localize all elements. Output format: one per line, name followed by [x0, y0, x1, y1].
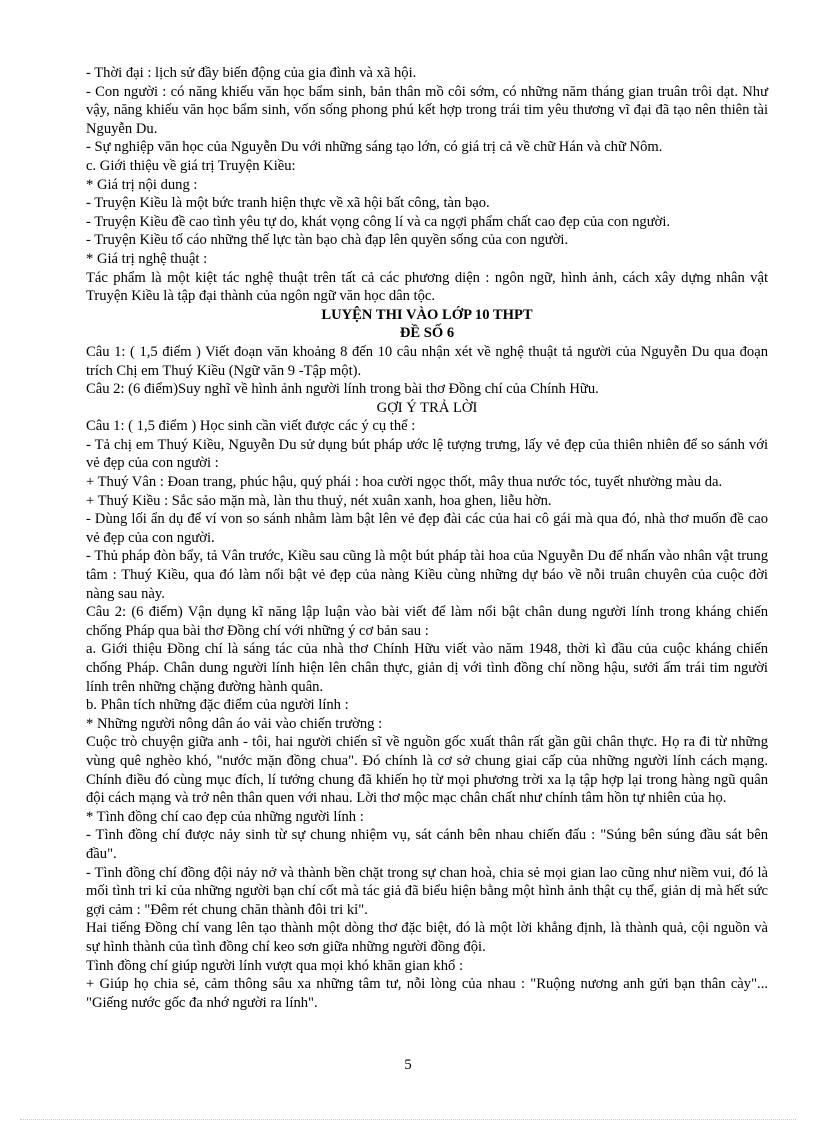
page-bottom-divider: [20, 1119, 796, 1120]
subheading: * Những người nông dân áo vải vào chiến trường :: [86, 715, 383, 732]
answer-2-heading: Câu 2: (6 điểm) Vận dụng kĩ năng lập luận vào bài viết để làm nổi bật chân dung người lính trong kháng chiến chống Pháp qua bài thơ Đồng chí với những ý cơ bản sau :: [86, 604, 768, 639]
text-line: - Thời đại : lịch sử đầy biến động của gia đình và xã hội.: [86, 65, 417, 81]
subheading: * Giá trị nghệ thuật :: [86, 250, 208, 267]
text-line: + Thuý Kiều : Sắc sảo mặn mà, làn thu thuỷ, nét xuân xanh, hoa ghen, liễu hờn.: [86, 492, 552, 509]
text-line: Tình đồng chí giúp người lính vượt qua mọi khó khăn gian khổ :: [86, 957, 464, 974]
text-line: - Truyện Kiều là một bức tranh hiện thực về xã hội bất công, tàn bạo.: [86, 195, 490, 212]
text-paragraph: - Dùng lối ẩn dụ để ví von so sánh nhằm làm bật lên vẻ đẹp đài các của hai cô gái mà qua đó, nhà thơ muốn đề cao vẻ đẹp của con người.: [86, 511, 768, 546]
text-paragraph: - Con người : có năng khiếu văn học bẩm sinh, bản thân mồ côi sớm, có những năm tháng gian truân trôi dạt. Như vậy, năng khiếu văn học bẩm sinh, vốn sống phong phú kết hợp trong trái tim yêu thương vĩ đại đã tạo nên thiên tài Nguyễn Du.: [86, 83, 768, 137]
answer-1-heading: Câu 1: ( 1,5 điểm ) Học sinh cần viết được các ý cụ thể :: [86, 418, 416, 435]
text-paragraph: Hai tiếng Đồng chí vang lên tạo thành một dòng thơ đặc biệt, đó là một lời khẳng định, là thành quả, cội nguồn và sự hình thành của tình đồng chí keo sơn giữa những người đồng đội.: [86, 920, 768, 955]
question-2: Câu 2: (6 điểm)Suy nghĩ về hình ảnh người lính trong bài thơ Đồng chí của Chính Hữu.: [86, 381, 599, 398]
answer-heading: GỢI Ý TRẢ LỜI: [376, 399, 478, 416]
subheading: * Tình đồng chí cao đẹp của những người lính :: [86, 808, 364, 825]
question-1: Câu 1: ( 1,5 điểm ) Viết đoạn văn khoảng 8 đến 10 câu nhận xét về nghệ thuật tả người của Nguyễn Du qua đoạn trích Chị em Thuý Kiều (Ngữ văn 9 -Tập một).: [86, 343, 768, 379]
exam-number: ĐỀ SỐ 6: [399, 325, 455, 342]
text-paragraph: Cuộc trò chuyện giữa anh - tôi, hai người chiến sĩ về nguồn gốc xuất thân rất gần gũi chân thực. Họ ra đi từ những vùng quê nghèo khó, "nước mặn đồng chua". Đó chính là cơ sở chung giai cấp của những người lính cách mạng. Chính điều đó cùng mục đích, lí tưởng chung đã khiến họ từ mọi phương trời xa lạ tập hợp lại trong hàng ngũ quân đội cách mạng và trở nên thân quen với nhau. Lời thơ mộc mạc chân chất như chính tâm hồn tự nhiên của họ.: [86, 734, 768, 807]
text-paragraph: + Thuý Vân : Đoan trang, phúc hậu, quý phái : hoa cười ngọc thốt, mây thua nước tóc, tuyết nhường màu da.: [86, 474, 723, 491]
section-heading: b. Phân tích những đặc điểm của người lính :: [86, 697, 349, 714]
document-body: [86, 64, 768, 1012]
subheading: * Giá trị nội dung :: [86, 176, 198, 193]
exam-title: LUYỆN THI VÀO LỚP 10 THPT: [321, 306, 533, 323]
page-number: 5: [404, 1057, 412, 1073]
text-paragraph: a. Giới thiệu Đồng chí là sáng tác của nhà thơ Chính Hữu viết vào năm 1948, thời kì đầu của cuộc kháng chiến chống Pháp. Chân dung người lính hiện lên chân thực, giản dị với tình đồng chí nồng hậu, sưởi ấm trái tim người lính trên những chặng đường hành quân.: [86, 641, 768, 695]
text-line: - Sự nghiệp văn học của Nguyễn Du với những sáng tạo lớn, có giá trị cả về chữ Hán và chữ Nôm.: [86, 139, 663, 156]
text-paragraph: Tác phẩm là một kiệt tác nghệ thuật trên tất cả các phương diện : ngôn ngữ, hình ảnh, cách xây dựng nhân vật Truyện Kiều là tập đại thành của ngôn ngữ văn học dân tộc.: [86, 269, 768, 305]
text-paragraph: - Thủ pháp đòn bẩy, tả Vân trước, Kiều sau cũng là một bút pháp tài hoa của Nguyễn Du để nhấn vào nhân vật trung tâm : Thuý Kiều, qua đó làm nổi bật vẻ đẹp của nàng Kiều cùng những dự báo về nỗi truân chuyên của cuộc đời nàng sau này.: [86, 548, 768, 602]
text-paragraph: - Tình đồng chí được nảy sinh từ sự chung nhiệm vụ, sát cánh bên nhau chiến đấu : "Súng bên súng đầu sát bên đầu".: [86, 827, 768, 862]
text-paragraph: - Tả chị em Thuý Kiều, Nguyễn Du sử dụng bút pháp ước lệ tượng trưng, lấy vẻ đẹp của thiên nhiên để so sánh với vẻ đẹp của con người :: [86, 436, 768, 472]
text-line: - Truyện Kiều đề cao tình yêu tự do, khát vọng công lí và ca ngợi phẩm chất cao đẹp của con người.: [86, 213, 671, 230]
text-paragraph: + Giúp họ chia sẻ, cảm thông sâu xa những tâm tư, nỗi lòng của nhau : "Ruộng nương anh gửi bạn thân cày"... "Giếng nước gốc đa nhớ người ra lính".: [86, 976, 768, 1011]
section-heading: c. Giới thiệu về giá trị Truyện Kiều:: [86, 157, 296, 174]
text-paragraph: - Tình đồng chí đồng đội nảy nở và thành bền chặt trong sự chan hoà, chia sẻ mọi gian lao cũng như niềm vui, đó là mối tình tri kỉ của những người bạn chí cốt mà tác giả đã biểu hiện bằng một hình ảnh thật cụ thể, giản dị mà hết sức gợi cảm : "Đêm rét chung chăn thành đôi tri kỉ".: [86, 864, 768, 918]
text-line: - Truyện Kiều tố cáo những thế lực tàn bạo chà đạp lên quyền sống của con người.: [86, 232, 569, 249]
